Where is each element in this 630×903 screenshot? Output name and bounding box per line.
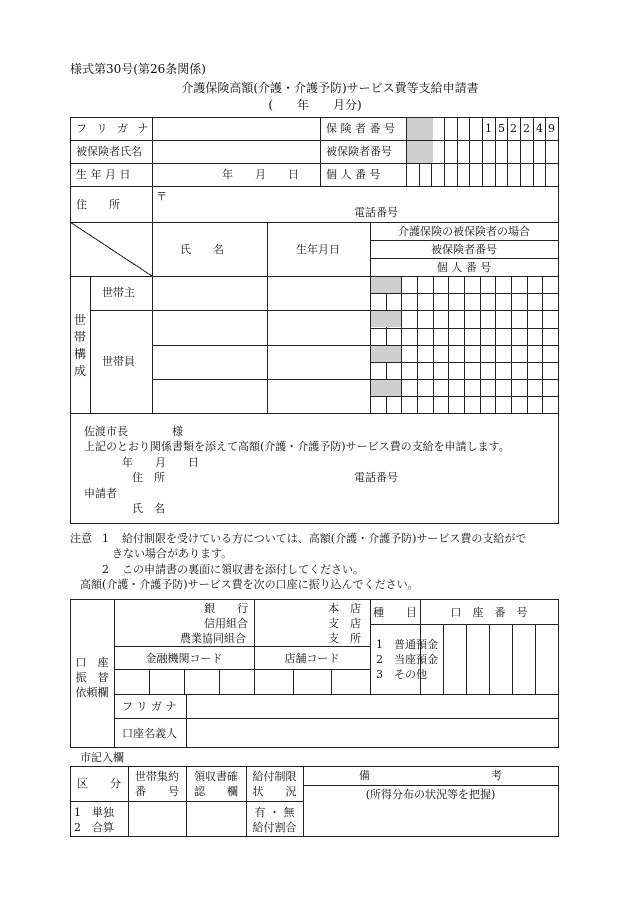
insurer-digit: 2 [523, 122, 530, 135]
household-name-header: 氏 名 [180, 243, 224, 256]
city-household-no-header-2: 番 号 [135, 785, 179, 798]
declaration-applicant-label: 申請者 [84, 487, 117, 500]
insurer-digit: 5 [498, 122, 505, 135]
household-member-label: 世帯員 [102, 355, 135, 368]
address-label: 住 所 [76, 198, 120, 211]
insured-name-label: 被保険者氏名 [76, 145, 142, 158]
note-2-text: この申請書の裏面に領収書を添付してください。 [122, 563, 364, 576]
city-limit-header-1: 給付制限 [252, 770, 297, 783]
bank-type-agri-coop: 農業協同組合 [180, 632, 246, 645]
branch-type-branch: 支 店 [328, 617, 361, 630]
form-period: ( 年 月分) [268, 98, 362, 112]
bank-side-label-3: 依頼欄 [75, 686, 109, 699]
city-category-1: 1 単独 [74, 806, 114, 819]
bank-side-label-2: 振 替 [75, 671, 109, 684]
mayor-address: 佐渡市長 様 [84, 425, 183, 438]
city-remarks-subheader: (所得分布の状況等を把握) [365, 788, 496, 801]
account-kind-3[interactable]: 3 その他 [376, 668, 427, 681]
birth-date-value[interactable]: 年 月 日 [222, 168, 299, 181]
household-birth-header: 生年月日 [296, 243, 340, 256]
city-category-header: 区 分 [77, 777, 121, 790]
transfer-instruction: 高額(介護・介護予防)サービス費を次の口座に振り込んでください。 [80, 578, 419, 591]
account-kind-header: 種 目 [373, 606, 417, 619]
city-receipt-header-1: 領収書確 [194, 770, 238, 783]
household-member-name-input[interactable] [154, 312, 266, 412]
household-personal-no-header: 個 人 番 号 [436, 261, 492, 274]
note-1-text-cont: きない場合があります。 [112, 547, 233, 560]
city-section-heading: 市記入欄 [80, 751, 124, 764]
institution-code-header: 金融機関コード [145, 652, 223, 665]
insured-number-label: 被保険者番号 [326, 145, 392, 158]
note-1-number: 1 [102, 532, 109, 545]
city-limit-header-2: 状 況 [252, 785, 297, 798]
account-kind-1[interactable]: 1 普通預金 [376, 638, 438, 651]
household-head-name-input[interactable] [154, 278, 266, 309]
city-limit-yes-no: 有 ・ 無 [254, 806, 295, 819]
city-remarks-header: 備 考 [359, 769, 502, 782]
form-title: 介護保険高額(介護・介護予防)サービス費等支給申請書 [181, 81, 479, 95]
note-label: 注意 [70, 532, 92, 545]
declaration-date[interactable]: 年 月 日 [122, 456, 199, 469]
address-input[interactable] [170, 188, 556, 206]
account-holder-input[interactable] [188, 720, 556, 746]
account-kind-2[interactable]: 2 当座預金 [376, 653, 438, 666]
insurer-digit: 4 [536, 122, 543, 135]
household-insured-no-header: 被保険者番号 [431, 243, 497, 256]
insured-name-input[interactable] [154, 142, 319, 162]
furigana-label: フ リ ガ ナ [76, 122, 152, 135]
insurer-digit: 1 [485, 122, 492, 135]
personal-number-label: 個 人 番 号 [326, 168, 381, 181]
birth-date-label: 生 年 月 日 [76, 168, 131, 181]
account-number-header: 口 座 番 号 [450, 606, 528, 619]
branch-code-header: 店舗コード [284, 652, 340, 665]
insured-number-input[interactable] [433, 142, 557, 162]
city-category-2: 2 合算 [74, 821, 114, 834]
city-limit-rate: 給付割合 [252, 821, 297, 834]
branch-type-sub: 支 所 [328, 632, 361, 645]
bank-furigana-input[interactable] [188, 696, 556, 717]
declaration-phone-label: 電話番号 [354, 471, 398, 484]
household-case-header: 介護保険の被保険者の場合 [398, 225, 530, 238]
bank-furigana-label: フ リ ガ ナ [122, 700, 177, 713]
household-side-label: 世帯構成 [74, 313, 87, 378]
bank-type-credit-union: 信用組合 [204, 617, 248, 630]
declaration-statement: 上記のとおり関係書類を添えて高額(介護・介護予防)サービス費の支給を申請します。 [84, 440, 510, 453]
phone-label: 電話番号 [354, 206, 398, 219]
form-number: 様式第30号(第26条関係) [70, 62, 206, 76]
postal-mark: 〒 [156, 190, 167, 203]
declaration-name-label: 氏 名 [132, 502, 165, 515]
declaration-address-label: 住 所 [132, 471, 165, 484]
personal-number-input[interactable] [407, 165, 557, 185]
city-household-no-header-1: 世帯集約 [135, 770, 179, 783]
note-1-text: 給付制限を受けている方については、高額(介護・介護予防)サービス費の支給がで [122, 532, 527, 545]
city-receipt-header-2: 認 欄 [194, 785, 238, 798]
household-head-label: 世帯主 [102, 286, 135, 299]
note-2-number: 2 [102, 563, 109, 576]
insurer-digit: 2 [510, 122, 517, 135]
insurer-number-label: 保 険 者 番 号 [326, 122, 395, 135]
account-holder-label: 口座名義人 [122, 727, 177, 740]
furigana-input[interactable] [154, 119, 319, 139]
branch-type-head: 本 店 [328, 602, 361, 615]
bank-type-bank: 銀 行 [204, 602, 248, 615]
insurer-digit: 9 [548, 122, 555, 135]
bank-side-label-1: 口 座 [75, 656, 109, 669]
